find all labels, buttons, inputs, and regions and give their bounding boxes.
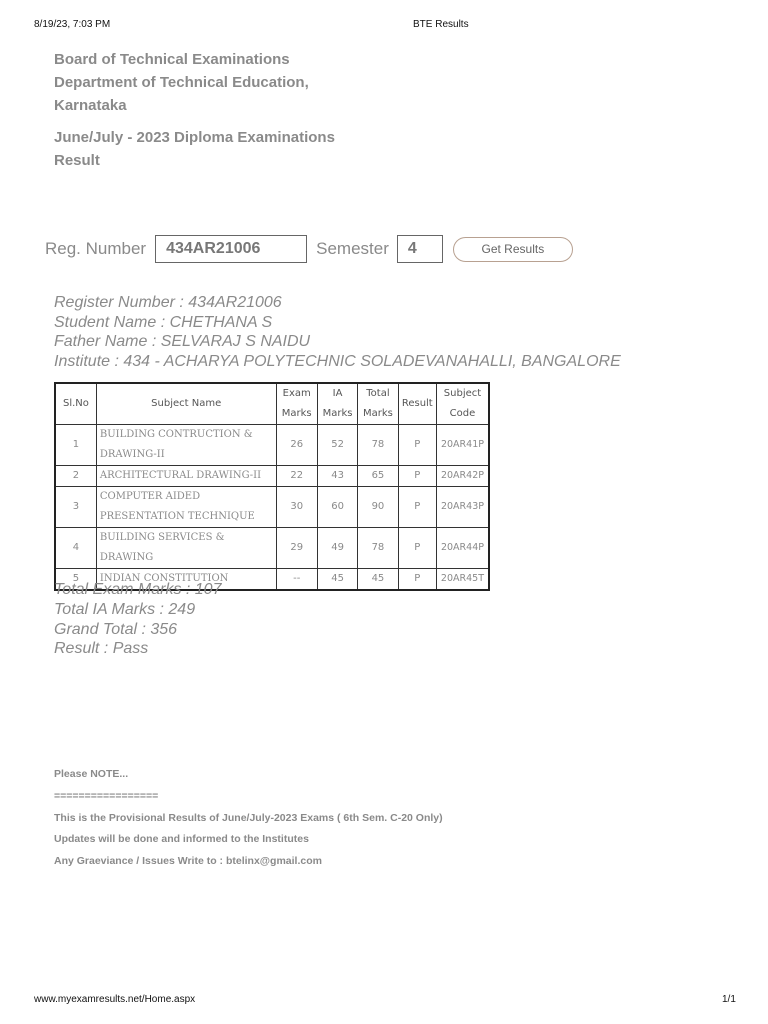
table-row (55, 425, 489, 466)
cell-result: P (398, 425, 436, 466)
col-result: Result (398, 383, 436, 425)
semester-label: Semester (316, 239, 389, 258)
board-header (54, 48, 309, 117)
cell-exam: -- (276, 569, 317, 591)
col-ia-marks-line1: IA (332, 388, 343, 399)
col-total-marks-line2: Marks (362, 408, 393, 419)
student-name: Student Name : CHETHANA S (54, 313, 273, 331)
totals-block (54, 580, 221, 659)
final-result: Result : Pass (54, 640, 149, 658)
cell-ia: 60 (317, 487, 357, 528)
state-name: Karnataka (54, 97, 127, 114)
cell-total: 65 (358, 466, 398, 487)
cell-slno: 3 (55, 487, 96, 528)
search-form (45, 234, 573, 264)
cell-subject: COMPUTER AIDED PRESENTATION TECHNIQUE (96, 487, 276, 528)
col-total-marks-line1: Total (366, 388, 390, 399)
cell-result: P (398, 528, 436, 569)
cell-total: 90 (358, 487, 398, 528)
exam-title-line2: Result (54, 152, 100, 169)
print-datetime: 8/19/23, 7:03 PM (34, 19, 111, 30)
cell-total: 78 (358, 425, 398, 466)
cell-ia: 43 (317, 466, 357, 487)
cell-subject: BUILDING SERVICES & DRAWING (96, 528, 276, 569)
col-ia-marks (317, 383, 357, 425)
cell-ia: 52 (317, 425, 357, 466)
cell-code: 20AR45T (436, 569, 489, 591)
cell-code: 20AR43P (436, 487, 489, 528)
cell-slno: 2 (55, 466, 96, 487)
semester-input[interactable]: 4 (397, 235, 443, 263)
get-results-button[interactable]: Get Results (453, 237, 573, 262)
cell-ia: 49 (317, 528, 357, 569)
register-number: Register Number : 434AR21006 (54, 294, 282, 311)
cell-exam: 29 (276, 528, 317, 569)
col-slno: Sl.No (55, 383, 96, 425)
col-subject-code-line2: Code (449, 408, 476, 419)
col-exam-marks-line1: Exam (282, 388, 311, 399)
col-exam-marks (276, 383, 317, 425)
total-exam-marks: Total Exam Marks : 107 (54, 581, 222, 598)
cell-slno: 4 (55, 528, 96, 569)
col-ia-marks-line2: Marks (322, 408, 353, 419)
cell-subject: INDIAN CONSTITUTION (96, 569, 276, 591)
reg-number-label: Reg. Number (45, 239, 147, 258)
cell-result: P (398, 466, 436, 487)
print-page-number: 1/1 (722, 994, 736, 1005)
cell-subject: ARCHITECTURAL DRAWING-II (96, 466, 276, 487)
table-row (55, 487, 489, 528)
cell-ia: 45 (317, 569, 357, 591)
table-row (55, 528, 489, 569)
cell-slno: 1 (55, 425, 96, 466)
col-subject-name: Subject Name (96, 383, 276, 425)
cell-exam: 22 (276, 466, 317, 487)
student-info (54, 293, 621, 372)
col-total-marks (358, 383, 398, 425)
notes-line3: Any Graeviance / Issues Write to : btelinx@gmail.com (54, 855, 322, 868)
reg-number-input[interactable]: 434AR21006 (155, 235, 307, 263)
col-subject-code (436, 383, 489, 425)
cell-code: 20AR42P (436, 466, 489, 487)
notes-block (54, 764, 443, 873)
cell-code: 20AR44P (436, 528, 489, 569)
marks-table (54, 382, 490, 591)
cell-subject: BUILDING CONTRUCTION & DRAWING-II (96, 425, 276, 466)
exam-title-line1: June/July - 2023 Diploma Examinations (54, 129, 335, 146)
institute-name: Institute : 434 - ACHARYA POLYTECHNIC SOLADEVANAHALLI, BANGALORE (54, 353, 621, 371)
cell-code: 20AR41P (436, 425, 489, 466)
cell-total: 45 (358, 569, 398, 591)
notes-title: Please NOTE... (54, 768, 129, 780)
total-ia-marks: Total IA Marks : 249 (54, 600, 196, 618)
cell-exam: 30 (276, 487, 317, 528)
table-row (55, 466, 489, 487)
table-header-row (55, 383, 489, 425)
cell-slno: 5 (55, 569, 96, 591)
notes-line1: This is the Provisional Results of June/July-2023 Exams ( 6th Sem. C-20 Only) (54, 811, 443, 824)
department-name: Department of Technical Education, (54, 74, 309, 91)
notes-divider: ================= (54, 789, 159, 802)
col-subject-code-line1: Subject (443, 388, 482, 399)
cell-exam: 26 (276, 425, 317, 466)
cell-result: P (398, 487, 436, 528)
cell-total: 78 (358, 528, 398, 569)
notes-line2: Updates will be done and informed to the Institutes (54, 833, 309, 846)
board-name: Board of Technical Examinations (54, 51, 290, 68)
print-url: www.myexamresults.net/Home.aspx (34, 994, 196, 1005)
father-name: Father Name : SELVARAJ S NAIDU (54, 333, 311, 351)
col-exam-marks-line2: Marks (281, 408, 312, 419)
print-page-title: BTE Results (413, 19, 469, 30)
exam-title (54, 126, 335, 172)
grand-total: Grand Total : 356 (54, 620, 178, 638)
cell-result: P (398, 569, 436, 591)
